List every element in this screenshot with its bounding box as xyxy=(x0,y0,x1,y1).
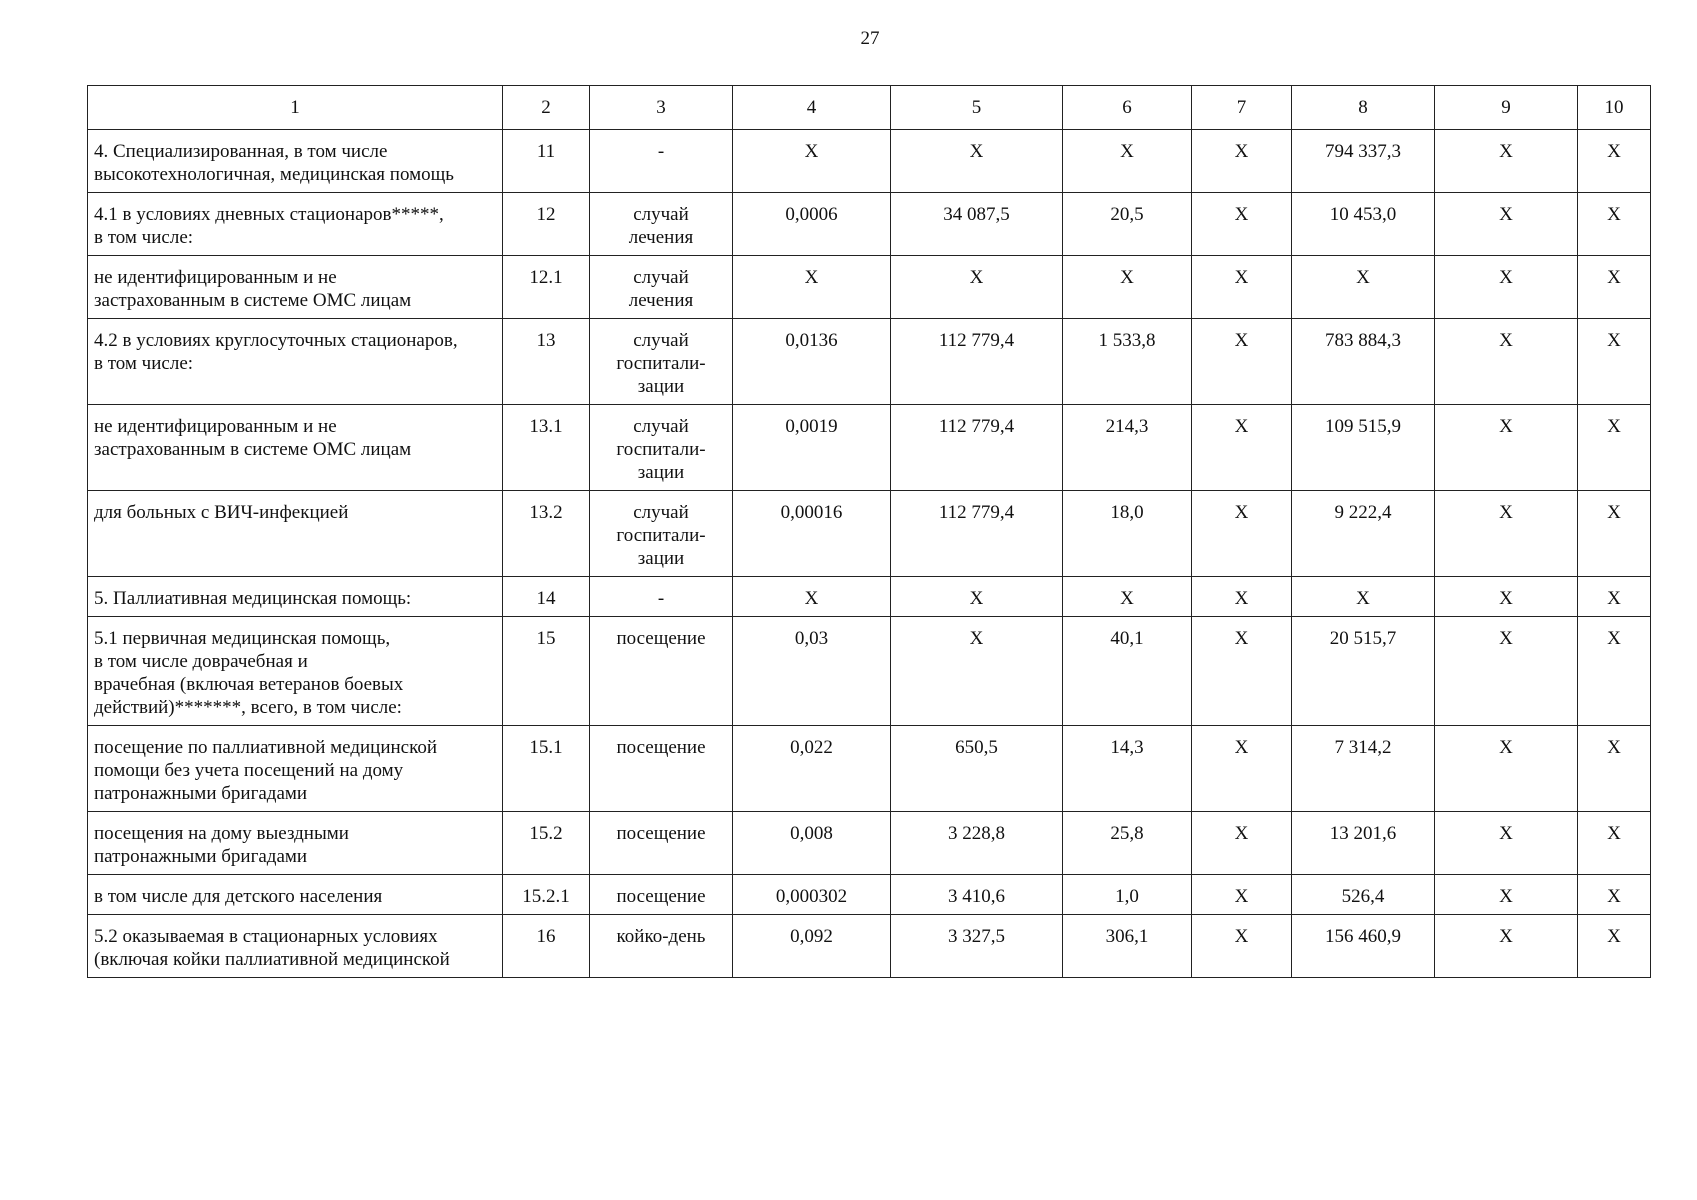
row-description-cell: не идентифицированным и не застрахованным в системе ОМС лицам xyxy=(88,405,503,491)
row-col-9-cell: X xyxy=(1435,617,1578,726)
row-unit-cell: посещение xyxy=(590,617,733,726)
row-description-cell: не идентифицированным и не застрахованным в системе ОМС лицам xyxy=(88,256,503,319)
row-total-cell: 526,4 xyxy=(1292,875,1435,915)
row-cost-norm-cell: X xyxy=(891,577,1063,617)
column-number: 2 xyxy=(503,86,590,130)
row-per-capita-cell: 214,3 xyxy=(1063,405,1192,491)
row-col-10-cell: X xyxy=(1578,130,1651,193)
row-line-number-cell: 11 xyxy=(503,130,590,193)
row-col-10-cell: X xyxy=(1578,875,1651,915)
row-col-9-cell: X xyxy=(1435,812,1578,875)
row-line-number-cell: 15.2 xyxy=(503,812,590,875)
row-total-cell: 783 884,3 xyxy=(1292,319,1435,405)
row-col-9-cell: X xyxy=(1435,193,1578,256)
row-col-10-cell: X xyxy=(1578,256,1651,319)
row-col-10-cell: X xyxy=(1578,617,1651,726)
row-per-capita-cell: X xyxy=(1063,130,1192,193)
row-col-10-cell: X xyxy=(1578,726,1651,812)
column-number: 5 xyxy=(891,86,1063,130)
column-number: 6 xyxy=(1063,86,1192,130)
row-volume-norm-cell: X xyxy=(733,577,891,617)
row-line-number-cell: 13.1 xyxy=(503,405,590,491)
row-description-cell: 4.2 в условиях круглосуточных стационаров, в том числе: xyxy=(88,319,503,405)
column-number-row xyxy=(88,86,1651,130)
row-col-7-cell: X xyxy=(1192,812,1292,875)
row-line-number-cell: 15.2.1 xyxy=(503,875,590,915)
row-col-9-cell: X xyxy=(1435,915,1578,978)
row-unit-cell: посещение xyxy=(590,812,733,875)
row-unit-cell: посещение xyxy=(590,875,733,915)
row-description-cell: 5.1 первичная медицинская помощь, в том числе доврачебная и врачебная (включая ветеранов боевых действий)*******, всего, в том числе: xyxy=(88,617,503,726)
row-per-capita-cell: X xyxy=(1063,577,1192,617)
row-volume-norm-cell: 0,022 xyxy=(733,726,891,812)
row-col-7-cell: X xyxy=(1192,617,1292,726)
row-per-capita-cell: 306,1 xyxy=(1063,915,1192,978)
table-row xyxy=(88,256,1651,319)
row-col-10-cell: X xyxy=(1578,193,1651,256)
row-line-number-cell: 14 xyxy=(503,577,590,617)
row-col-7-cell: X xyxy=(1192,319,1292,405)
row-total-cell: X xyxy=(1292,577,1435,617)
row-col-9-cell: X xyxy=(1435,875,1578,915)
row-unit-cell: посещение xyxy=(590,726,733,812)
row-unit-cell: - xyxy=(590,130,733,193)
row-unit-cell: - xyxy=(590,577,733,617)
row-cost-norm-cell: X xyxy=(891,617,1063,726)
row-per-capita-cell: 1,0 xyxy=(1063,875,1192,915)
row-per-capita-cell: 18,0 xyxy=(1063,491,1192,577)
row-line-number-cell: 15.1 xyxy=(503,726,590,812)
row-total-cell: 9 222,4 xyxy=(1292,491,1435,577)
row-col-7-cell: X xyxy=(1192,726,1292,812)
row-volume-norm-cell: X xyxy=(733,130,891,193)
column-number: 9 xyxy=(1435,86,1578,130)
row-col-10-cell: X xyxy=(1578,577,1651,617)
page-number: 27 xyxy=(860,28,880,49)
table-row xyxy=(88,319,1651,405)
row-total-cell: 794 337,3 xyxy=(1292,130,1435,193)
row-col-9-cell: X xyxy=(1435,319,1578,405)
row-col-10-cell: X xyxy=(1578,491,1651,577)
row-per-capita-cell: 1 533,8 xyxy=(1063,319,1192,405)
row-col-7-cell: X xyxy=(1192,193,1292,256)
table-row xyxy=(88,812,1651,875)
row-description-cell: для больных с ВИЧ-инфекцией xyxy=(88,491,503,577)
row-line-number-cell: 12 xyxy=(503,193,590,256)
row-cost-norm-cell: 3 410,6 xyxy=(891,875,1063,915)
row-col-7-cell: X xyxy=(1192,875,1292,915)
row-cost-norm-cell: 34 087,5 xyxy=(891,193,1063,256)
row-total-cell: 13 201,6 xyxy=(1292,812,1435,875)
column-number: 7 xyxy=(1192,86,1292,130)
row-unit-cell: койко-день xyxy=(590,915,733,978)
row-cost-norm-cell: 112 779,4 xyxy=(891,319,1063,405)
row-unit-cell: случай госпитали- зации xyxy=(590,491,733,577)
row-cost-norm-cell: X xyxy=(891,130,1063,193)
row-volume-norm-cell: 0,03 xyxy=(733,617,891,726)
row-per-capita-cell: 20,5 xyxy=(1063,193,1192,256)
row-per-capita-cell: 14,3 xyxy=(1063,726,1192,812)
row-description-cell: посещения на дому выездными патронажными бригадами xyxy=(88,812,503,875)
row-line-number-cell: 12.1 xyxy=(503,256,590,319)
row-unit-cell: случай госпитали- зации xyxy=(590,405,733,491)
row-volume-norm-cell: 0,00016 xyxy=(733,491,891,577)
row-col-9-cell: X xyxy=(1435,577,1578,617)
row-col-10-cell: X xyxy=(1578,405,1651,491)
column-number: 8 xyxy=(1292,86,1435,130)
table-row xyxy=(88,617,1651,726)
row-unit-cell: случай госпитали- зации xyxy=(590,319,733,405)
row-col-7-cell: X xyxy=(1192,130,1292,193)
row-per-capita-cell: 40,1 xyxy=(1063,617,1192,726)
row-col-10-cell: X xyxy=(1578,812,1651,875)
row-description-cell: посещение по паллиативной медицинской помощи без учета посещений на дому патронажными бригадами xyxy=(88,726,503,812)
row-per-capita-cell: 25,8 xyxy=(1063,812,1192,875)
row-col-7-cell: X xyxy=(1192,491,1292,577)
table-row xyxy=(88,577,1651,617)
data-table xyxy=(87,85,1651,978)
row-volume-norm-cell: 0,0006 xyxy=(733,193,891,256)
column-number: 4 xyxy=(733,86,891,130)
row-col-9-cell: X xyxy=(1435,491,1578,577)
row-col-7-cell: X xyxy=(1192,915,1292,978)
row-col-9-cell: X xyxy=(1435,130,1578,193)
row-volume-norm-cell: 0,092 xyxy=(733,915,891,978)
row-total-cell: 7 314,2 xyxy=(1292,726,1435,812)
row-total-cell: 20 515,7 xyxy=(1292,617,1435,726)
table-row xyxy=(88,726,1651,812)
row-col-7-cell: X xyxy=(1192,405,1292,491)
column-number: 10 xyxy=(1578,86,1651,130)
row-total-cell: X xyxy=(1292,256,1435,319)
row-cost-norm-cell: X xyxy=(891,256,1063,319)
row-volume-norm-cell: 0,0019 xyxy=(733,405,891,491)
row-col-9-cell: X xyxy=(1435,726,1578,812)
row-col-7-cell: X xyxy=(1192,577,1292,617)
row-volume-norm-cell: 0,0136 xyxy=(733,319,891,405)
row-cost-norm-cell: 112 779,4 xyxy=(891,405,1063,491)
row-volume-norm-cell: 0,008 xyxy=(733,812,891,875)
row-description-cell: 4.1 в условиях дневных стационаров*****, в том числе: xyxy=(88,193,503,256)
row-volume-norm-cell: 0,000302 xyxy=(733,875,891,915)
column-number: 1 xyxy=(88,86,503,130)
row-unit-cell: случай лечения xyxy=(590,193,733,256)
column-number: 3 xyxy=(590,86,733,130)
row-col-9-cell: X xyxy=(1435,405,1578,491)
row-col-10-cell: X xyxy=(1578,915,1651,978)
table-row xyxy=(88,405,1651,491)
row-description-cell: 5. Паллиативная медицинская помощь: xyxy=(88,577,503,617)
row-col-10-cell: X xyxy=(1578,319,1651,405)
row-col-9-cell: X xyxy=(1435,256,1578,319)
row-line-number-cell: 13.2 xyxy=(503,491,590,577)
table-row xyxy=(88,491,1651,577)
row-line-number-cell: 13 xyxy=(503,319,590,405)
row-unit-cell: случай лечения xyxy=(590,256,733,319)
table-row xyxy=(88,915,1651,978)
row-total-cell: 156 460,9 xyxy=(1292,915,1435,978)
row-per-capita-cell: X xyxy=(1063,256,1192,319)
row-description-cell: в том числе для детского населения xyxy=(88,875,503,915)
row-volume-norm-cell: X xyxy=(733,256,891,319)
row-cost-norm-cell: 3 327,5 xyxy=(891,915,1063,978)
row-description-cell: 4. Специализированная, в том числе высокотехнологичная, медицинская помощь xyxy=(88,130,503,193)
table-row xyxy=(88,130,1651,193)
row-cost-norm-cell: 3 228,8 xyxy=(891,812,1063,875)
row-col-7-cell: X xyxy=(1192,256,1292,319)
row-total-cell: 109 515,9 xyxy=(1292,405,1435,491)
row-cost-norm-cell: 112 779,4 xyxy=(891,491,1063,577)
table-row xyxy=(88,193,1651,256)
row-description-cell: 5.2 оказываемая в стационарных условиях (включая койки паллиативной медицинской xyxy=(88,915,503,978)
row-line-number-cell: 15 xyxy=(503,617,590,726)
row-line-number-cell: 16 xyxy=(503,915,590,978)
row-cost-norm-cell: 650,5 xyxy=(891,726,1063,812)
row-total-cell: 10 453,0 xyxy=(1292,193,1435,256)
table-row xyxy=(88,875,1651,915)
